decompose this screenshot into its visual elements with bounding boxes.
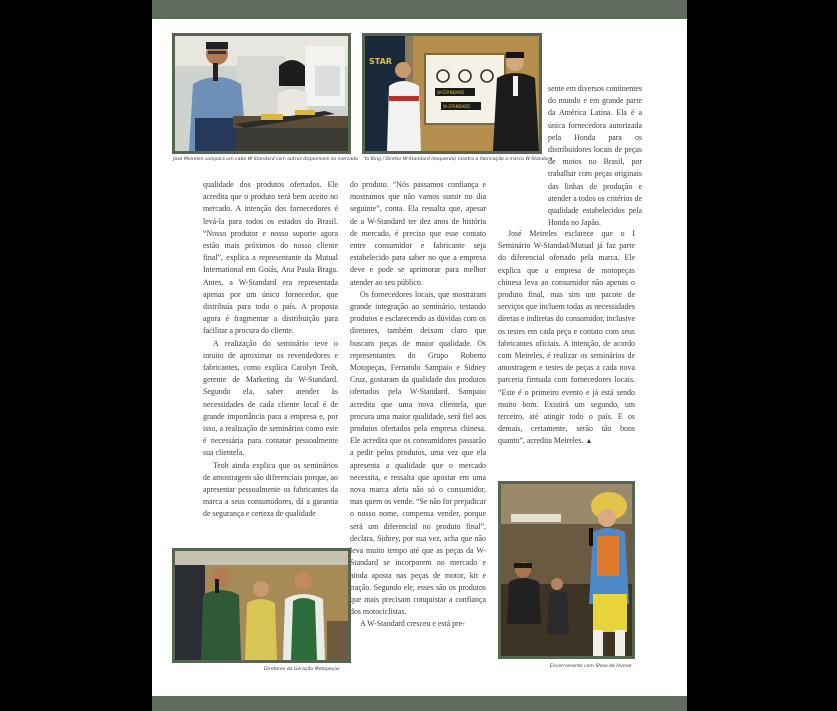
photo-presenter-with-cable: [172, 33, 351, 154]
caption-photo-comedy: Encerramento com Show de Humor: [550, 664, 632, 669]
col1-paragraph-2: A realização do seminário teve o intuito de aproximar os revendedores e fabricantes, como explica Carolyn Teoh, gerente de Marketing da W-Standard. Segundo ela, saber atender às necessidades de cada cliente local é de grande importância para a empresa e, por isso, a realização de seminários como este é necessária para contatar pessoalmente sua clientela.: [203, 338, 338, 458]
photo-comedy-show: [498, 481, 635, 659]
photo-presenter-image: [175, 36, 348, 151]
text-column-1: [203, 179, 338, 521]
caption-photo-directors: Diretores da Geração Motopeças: [264, 667, 340, 672]
bottom-band: [152, 696, 687, 711]
col2-paragraph-1: do produto. “Nós passamos confiança e mostramos que não vamos sumir no dia seguinte”, conta. Ela ressalta que, apesar de a W-Standard ter dez anos de história de mercado, é preciso que esse contato entre consumidor e fabricante seja estabelecido para saber no que a empresa deve e pode se aprimorar para melhor atender ao seu público.: [350, 180, 486, 287]
photo-director-image: [365, 36, 539, 151]
text-column-3-continued: [498, 228, 635, 448]
col2-paragraph-3: A W-Standard cresceu e está pre-: [360, 619, 465, 629]
banner-text: STAR: [369, 57, 392, 66]
caption-photo-director: Yu Bing / Diretor W-Standard (esquerda) mostra a fabricação a marca W-Standard: [364, 157, 553, 162]
text-column-3: [548, 83, 642, 229]
board-label-2: W-STANDARD: [443, 104, 471, 109]
photo-comedy-image: [501, 484, 632, 656]
col1-paragraph-1: qualidade dos produtos ofertados. Ele acredita que o produto será bem aceito no mercado. A intenção dos fornecedores é levá-la para todos os estados do Brasil. “Nosso produtor e nosso suporte agora estão mais próximos do nosso cliente final”, explica a representante da Mutual International em Goiás, Ana Paula Braga. Antes, a W-Standard era representada apenas por um único fornecedor, que distribuía para todo o país. A proposta agora é fragmentar a distribuição para facilitar a procura do cliente.: [203, 180, 338, 336]
text-column-2: [350, 179, 486, 631]
col1-paragraph-3: Teoh ainda explica que os seminários de amostragem são diferenciais porque, ao apresentar pessoalmente os fabricantes da marca a seus consumidores, dá a garantia de segurança e certeza de qualidade: [203, 460, 338, 519]
col2-paragraph-2: Os fornecedores locais, que mostraram grande integração ao seminário, testando produtos e esclarecendo as dúvidas com os diretores, também deixam claro que buscam peças de maior qualidade. Os representantes do Grupo Roberto Motopeças, Fernando Sampaio e Sidney Cruz, gostaram da qualidade dos produtos ofertados pela W-Standard. Sampaio acredita que uma nova clientela, que procura uma maior qualidade, será fiel aos produtos ofertados pela empresa chinesa. Ele acredita que os consumidores passarão a pedir pelos produtos, uma vez que ela apresenta a qualidade que o mercado necessita, e ressalta que apostar em uma nova marca afeta não só o consumidor, mas quem os vende. “Se não for prejudicar o nosso nome, compensa vender, porque será um diferencial no produto final”, declara. Sidney, por sua vez, acha que não leva muito tempo até que as peças da W-Standard se incorporem no mercado e ainda aposta nas peças de motor, kit e tração. Segundo ele, esses são os produtos que mais precisam conquistar a confiança dos motociclistas.: [350, 289, 486, 617]
caption-photo-presenter: José Meireles compara um cabo W-Standard com outros disponíveis no mercado: [173, 157, 358, 162]
top-band: [152, 0, 687, 19]
photo-directors-image: [175, 551, 348, 660]
col3-paragraph-1: sente em diversos continentes do mundo e em grande parte da América Latina. Ela é a única fornecedora autorizada pela Honda para os distribuidores locais de peças de motos no Brasil, por trabalhar com peças originais das linhas de produção e atender a todos os critérios de qualidade estabelecidos pela Honda no Japão.: [548, 84, 643, 228]
end-mark-icon: ▲: [585, 437, 593, 446]
photo-directors-motopecas: [172, 548, 351, 663]
board-label-1: W-STANDARD: [437, 90, 465, 95]
photo-director-board: [362, 33, 542, 154]
magazine-page: [152, 0, 687, 711]
col3-paragraph-2: José Meireles esclarece que o I Seminário W-Standad/Mutual já faz parte do diferencial ofertado pela marca. Ele explica que a empresa de motopeças chinesa leva ao consumidor não apenas o produto final, mas sim um pacote de serviços que incluem todas as necessidades diretas e indiretas do consumidor, inclusive os testes em cada peça e contato com seus fabricantes oficiais. A intenção, de acordo com Meireles, é realizar os seminários de amostragem e testes de peças a cada nova parceria firmada com fornecedores locais. “Este é o primeiro evento e já está sendo muito bom. Existirá um segundo, um terceiro, até atingir todo o país. E os demais, certamente, serão tão bons quanto”, acredita Meireles.: [498, 229, 635, 446]
